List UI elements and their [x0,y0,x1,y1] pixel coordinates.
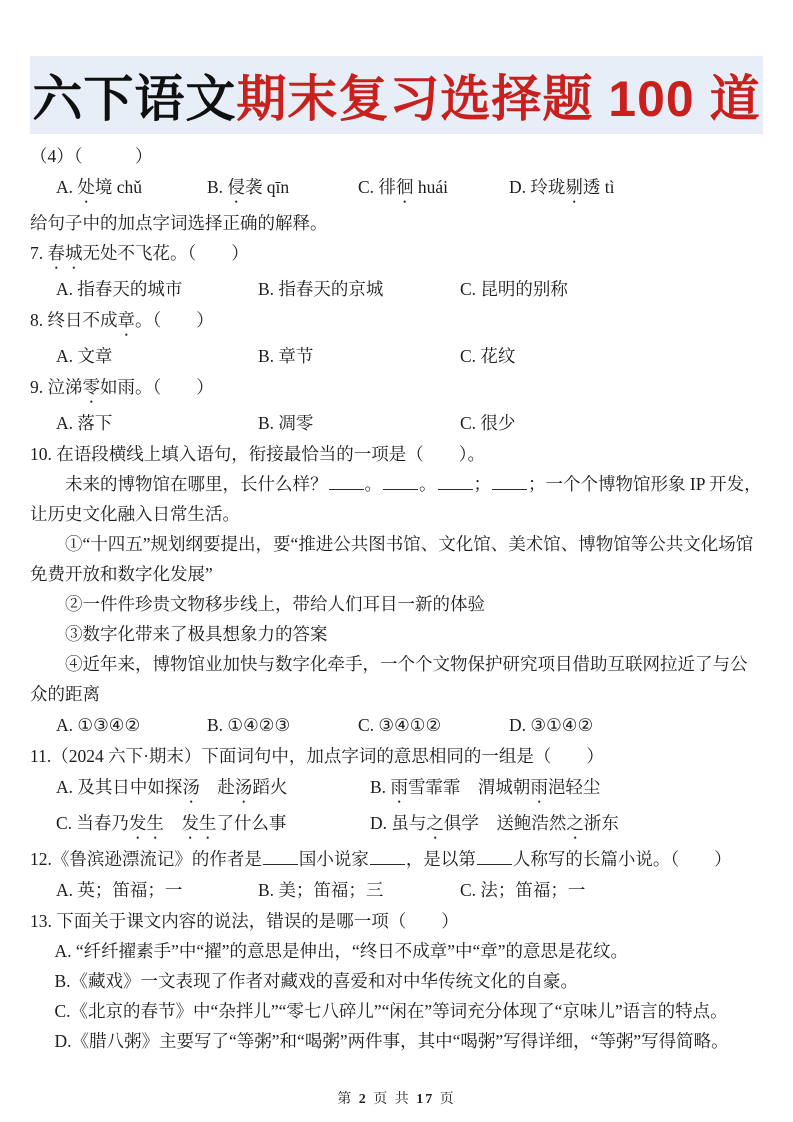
options-row [30,172,763,207]
text-line [30,649,763,709]
title-red-part: 期末复习选择题 100 道 [236,71,761,127]
text-segment: A. [56,177,78,197]
text-segment: 12.《鲁滨逊漂流记》的作者是 [30,849,262,869]
text-segment: 如雨。（ ） [100,377,214,397]
option-item [258,875,460,905]
text-segment: 2 [358,1092,368,1107]
text-segment: ②一件件珍贵文物移步线上，带给人们耳目一新的体验 [65,594,485,614]
text-segment: D. 玲珑 [509,177,566,197]
option-item [207,172,358,207]
options-row [30,341,763,371]
emphasized-text: 之 [426,813,444,833]
emphasized-text: 汤 [234,777,253,797]
document-content [30,141,763,1056]
text-line [30,372,763,407]
text-segment: 。 [364,474,382,494]
text-segment: C.《北京的春节》中“杂拌儿”“零七八碎儿”“闲在”等词充分体现了“京味儿”语言的特点。 [54,1001,728,1021]
text-segment: 无处不飞花。（ ） [82,243,249,263]
text-segment: 浥轻尘 [547,777,601,797]
text-segment: huái [413,177,448,197]
text-segment: 境 chǔ [94,177,143,197]
emphasized-text: 剔 [565,177,583,197]
options-row [30,808,763,843]
option-item [370,808,684,843]
text-segment: B.《藏戏》一文表现了作者对藏戏的喜爱和对中华传统文化的自豪。 [54,971,579,991]
text-segment: A. 文章 [56,346,113,366]
text-line [30,906,763,936]
text-line [30,996,763,1026]
text-line [30,238,763,273]
text-segment [164,813,182,833]
text-line [30,966,763,996]
emphasized-text: 侵 [227,177,245,197]
option-item [460,408,662,438]
option-item [509,172,660,207]
text-line [30,589,763,619]
option-item [509,710,660,740]
text-segment: A. ①③④② [56,715,141,735]
blank-underline [438,473,473,490]
option-item [258,341,460,371]
blank-underline [263,848,298,865]
text-line [30,741,763,771]
text-line [30,141,763,171]
text-segment: 页 [434,1092,456,1107]
text-segment: C. 当春乃 [56,813,129,833]
text-segment: 8. 终日不成 [30,310,118,330]
option-item [56,172,207,207]
text-segment: B. ①④②③ [207,715,291,735]
text-segment: B. [207,177,228,197]
option-item [56,875,258,905]
text-line [30,936,763,966]
option-item [56,408,258,438]
option-item [258,408,460,438]
text-segment: D.《腊八粥》主要写了“等粥”和“喝粥”两件事，其中“喝粥”写得详细，“等粥”写得简略。 [54,1031,729,1051]
option-item [56,274,258,304]
text-segment: C. 很少 [460,413,516,433]
text-segment: B. 凋零 [258,413,314,433]
option-item [370,772,684,807]
option-item [460,274,662,304]
text-segment: B. 章节 [258,346,314,366]
text-segment: 页 共 [367,1092,417,1107]
text-line [30,1026,763,1056]
options-row [30,408,763,438]
text-segment: D. ③①④② [509,715,594,735]
title-black-part: 六下语文 [32,71,237,127]
text-segment: C. 徘 [358,177,396,197]
text-segment: 浙东 [583,813,619,833]
text-segment: A. 指春天的城市 [56,279,183,299]
text-segment: C. 法；笛福；一 [460,880,586,900]
emphasized-text: 发生 [181,813,217,833]
emphasized-text: 之 [566,813,584,833]
text-line [30,305,763,340]
text-segment: A. 落下 [56,413,113,433]
blank-underline [370,848,405,865]
text-segment: ④近年来，博物馆业加快与数字化牵手，一个个文物保护研究项目借助互联网拉近了与公众的距离 [30,654,748,704]
options-row [30,875,763,905]
text-segment: 赴 [199,777,235,797]
blank-underline [329,473,364,490]
text-segment: 未来的博物馆在哪里，长什么样？ [65,474,328,494]
text-segment: 17 [416,1092,435,1107]
text-segment: A. 英；笛福；一 [56,880,183,900]
option-item [56,772,370,807]
text-segment: 给句子中的加点字词选择正确的解释。 [30,213,328,233]
emphasized-text: 雨 [530,777,548,797]
text-segment: ③数字化带来了极具想象力的答案 [65,624,328,644]
text-segment: 7. [30,243,48,263]
text-line [30,844,763,874]
text-line [30,529,763,589]
option-item [207,710,358,740]
emphasized-text: 春城 [47,243,83,263]
text-segment: D. 虽与 [370,813,427,833]
emphasized-text: 章 [117,310,135,330]
text-line [30,208,763,238]
text-segment: C. 花纹 [460,346,516,366]
emphasized-text: 徊 [395,177,414,197]
text-line [30,619,763,649]
text-segment: 俱学 送鲍浩然 [443,813,567,833]
text-segment: B. [370,777,391,797]
title-banner [30,56,763,134]
text-segment: ，是以第 [405,849,476,869]
text-segment: A. “纤纤擢素手”中“擢”的意思是伸出，“终日不成章”中“章”的意思是花纹。 [54,941,629,961]
text-segment: B. 指春天的京城 [258,279,384,299]
options-row [30,274,763,304]
option-item [56,808,370,843]
option-item [56,710,207,740]
text-segment: 透 tì [582,177,615,197]
text-segment: 13. 下面关于课文内容的说法，错误的是哪一项（ ） [30,911,459,931]
text-segment: 9. 泣涕 [30,377,83,397]
option-item [56,341,258,371]
blank-underline [383,473,418,490]
option-item [460,341,662,371]
text-segment: C. 昆明的别称 [460,279,568,299]
text-segment: （4）（ ） [30,146,153,166]
text-segment: 人称写的长篇小说。（ ） [512,849,732,869]
options-row [30,710,763,740]
emphasized-text: 处 [77,177,95,197]
text-segment: 第 [337,1092,359,1107]
options-row [30,772,763,807]
text-line [30,439,763,469]
text-segment: 蹈火 [252,777,288,797]
blank-underline [477,848,512,865]
blank-underline [492,473,527,490]
text-segment: A. 及其日中如探 [56,777,183,797]
text-segment: C. ③④①② [358,715,442,735]
emphasized-text: 雨 [390,777,408,797]
text-segment: 10. 在语段横线上填入语句，衔接最恰当的一项是（ ）。 [30,444,485,464]
text-segment: 。（ ） [135,310,214,330]
text-segment: 雪霏霏 渭城朝 [407,777,531,797]
option-item [460,875,662,905]
emphasized-text: 零 [82,377,100,397]
text-segment: ①“十四五”规划纲要提出，要“推进公共图书馆、文化馆、美术馆、博物馆等公共文化场馆免费开放和数字化发展” [30,534,754,584]
text-segment: ；一个个博物馆形象 IP 开发，让历史文化融入日常生活。 [30,474,762,524]
text-line [30,469,763,529]
text-segment: 。 [419,474,437,494]
text-segment: 11.（2024 六下·期末）下面词句中，加点字词的意思相同的一组是（ ） [30,746,604,766]
page-footer [0,1088,793,1108]
text-segment: ； [473,474,491,494]
emphasized-text: 汤 [182,777,200,797]
emphasized-text: 发生 [128,813,164,833]
text-segment: 了什么事 [216,813,287,833]
text-segment: 国小说家 [298,849,369,869]
option-item [358,172,509,207]
option-item [358,710,509,740]
text-segment: B. 美；笛福；三 [258,880,384,900]
option-item [258,274,460,304]
text-segment: 袭 qīn [244,177,290,197]
